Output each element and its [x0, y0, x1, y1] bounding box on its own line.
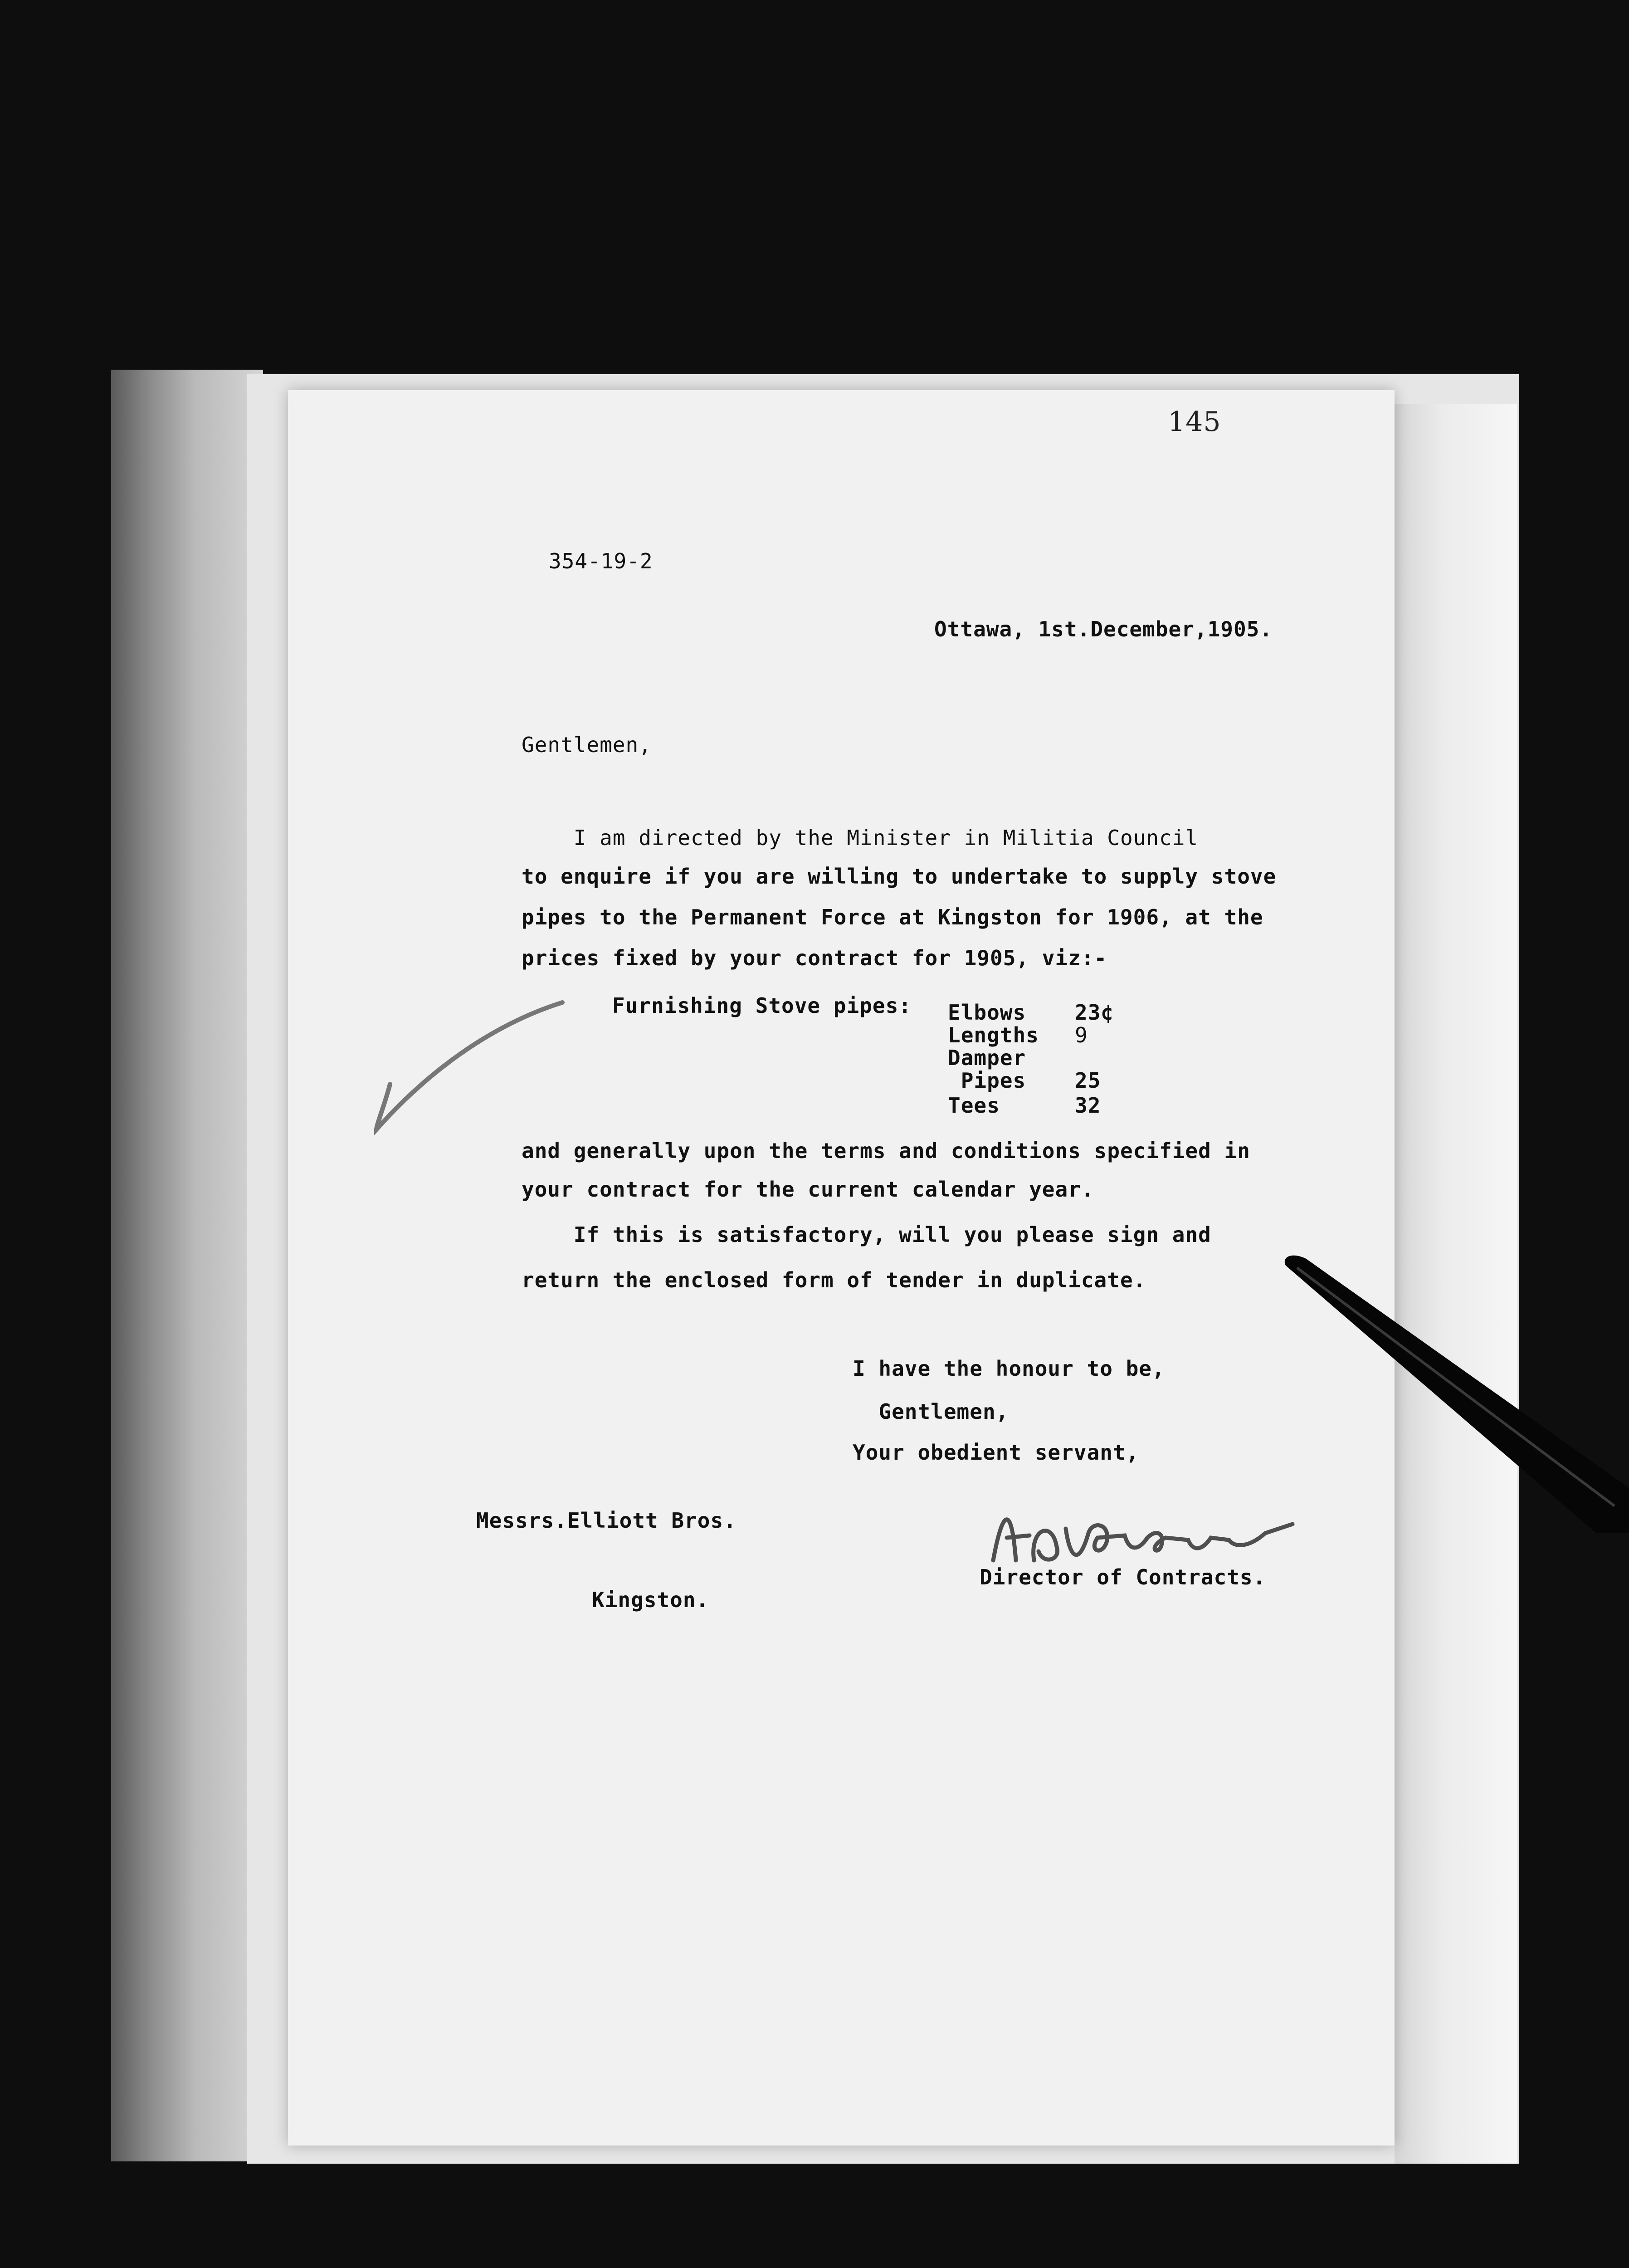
signatory-title: Director of Contracts.	[980, 1565, 1266, 1589]
item-name: Elbows	[948, 1000, 1026, 1025]
body-line: pipes to the Permanent Force at Kingston for 1906, at the	[522, 905, 1263, 929]
item-name: Tees	[948, 1093, 1000, 1118]
item-name: Lengths	[948, 1023, 1039, 1047]
body-line: to enquire if you are willing to undertake to supply stove	[522, 864, 1277, 889]
body-line: return the enclosed form of tender in duplicate.	[522, 1268, 1146, 1292]
check-mark	[358, 975, 594, 1148]
item-price: 9	[1075, 1023, 1088, 1047]
salutation: Gentlemen,	[522, 733, 652, 757]
page-number: 145	[1168, 406, 1221, 438]
addressee-city: Kingston.	[592, 1588, 709, 1612]
dateline: Ottawa, 1st.December,1905.	[934, 617, 1273, 641]
items-heading: Furnishing Stove pipes:	[612, 993, 912, 1018]
closing-line: I have the honour to be,	[853, 1356, 1165, 1381]
body-line: If this is satisfactory, will you please sign and	[522, 1222, 1211, 1247]
file-reference: 354-19-2	[549, 549, 653, 573]
closing-line: Gentlemen,	[853, 1399, 1009, 1424]
body-line: your contract for the current calendar year.	[522, 1177, 1094, 1202]
pen-pointer	[1279, 1252, 1629, 1533]
body-line: I am directed by the Minister in Militia Council	[522, 826, 1199, 850]
body-line: prices fixed by your contract for 1905, viz:-	[522, 946, 1107, 970]
page-edge-left	[111, 370, 263, 2161]
closing-line: Your obedient servant,	[853, 1440, 1139, 1465]
item-price: 32	[1075, 1093, 1101, 1118]
body-line: and generally upon the terms and conditions specified in	[522, 1139, 1250, 1163]
item-name: Pipes	[948, 1068, 1026, 1093]
item-price: 25	[1075, 1068, 1101, 1093]
addressee: Messrs.Elliott Bros.	[476, 1508, 736, 1533]
item-name: Damper	[948, 1046, 1026, 1070]
item-price: 23¢	[1075, 1000, 1114, 1025]
handwritten-signature	[975, 1492, 1302, 1583]
